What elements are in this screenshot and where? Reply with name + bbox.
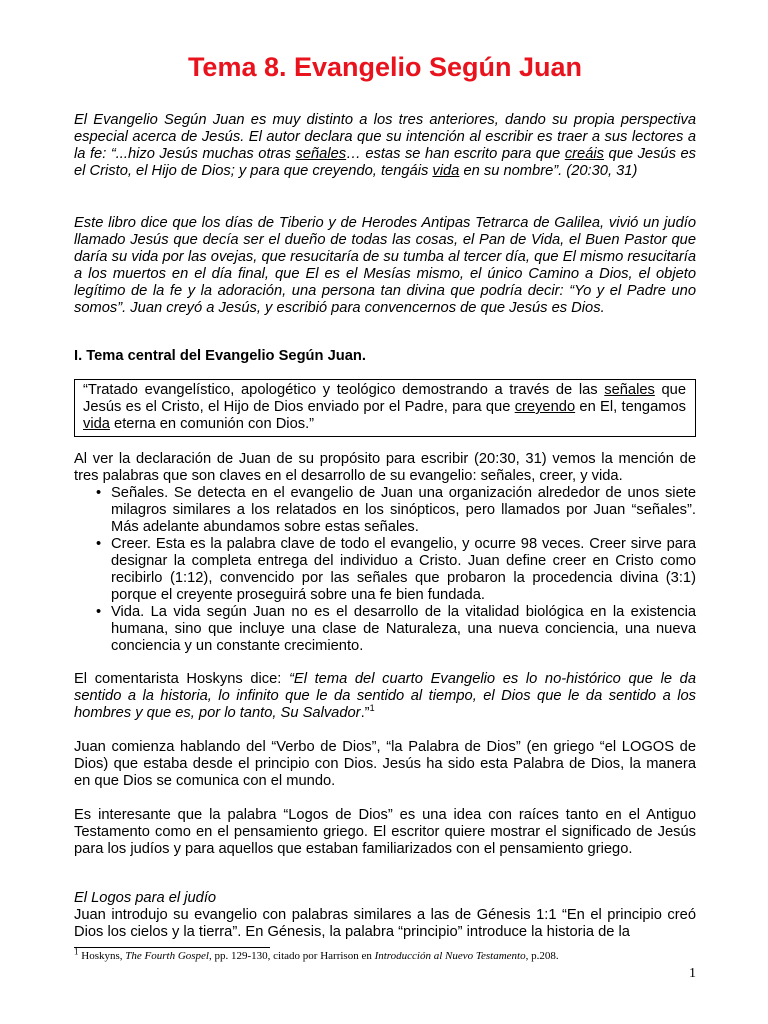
- footnote: [74, 946, 696, 963]
- footnote-divider: [74, 947, 270, 948]
- intro1-text-a: El Evangelio Según Juan es muy distinto a los tres anteriores, dando su propia perspectiva especial acerca de Jesús. El autor declara que su intención al escribir es traer a sus lectores a la fe: “...hizo Jesús muchas otras: [74, 112, 696, 162]
- bullet-icon: •: [96, 485, 102, 501]
- intro-paragraph-1: [74, 112, 696, 180]
- section1-heading-text: I. Tema central del Evangelio Según Juan.: [74, 348, 366, 364]
- subheading-judio: El Logos para el judío: [74, 890, 217, 906]
- bullet-icon: •: [96, 604, 102, 620]
- definition-box: [74, 379, 696, 437]
- verbo-text: Juan comienza hablando del “Verbo de Dios”, “la Palabra de Dios” (en griego “el LOGOS de Dios) que estaba desde el principio con Dios. Jesús ha sido esta Palabra de Dios, la manera en que Dios se comunica con el mundo.: [74, 739, 696, 789]
- footnote-book-1: The Fourth Gospel: [125, 950, 209, 962]
- keyword-vida: vida: [432, 163, 460, 179]
- list-item: [74, 604, 696, 655]
- verbo-paragraph: [74, 739, 696, 790]
- intro-paragraph-2: [74, 215, 696, 317]
- box-keyword-vida: vida: [83, 416, 110, 432]
- logos-text: Es interesante que la palabra “Logos de Dios” es una idea con raíces tanto en el Antiguo Testamento como en el pensamiento griego. El escritor quiere mostrar el significado de Jesús para los judíos y para aquellos que estaban familiarizados con el pensamiento griego.: [74, 807, 696, 857]
- page-number: 1: [689, 966, 696, 981]
- list-item: [74, 536, 696, 604]
- judio-section: [74, 890, 696, 941]
- claves-text: Al ver la declaración de Juan de su propósito para escribir (20:30, 31) vemos la mención de tres palabras que son claves en el desarrollo de su evangelio: señales, creer, y vida.: [74, 451, 696, 484]
- keywords-list: [74, 485, 696, 655]
- box-keyword-creyendo: creyendo: [514, 399, 576, 415]
- keyword-senales: señales: [295, 146, 347, 162]
- bullet-text-senales: Señales. Se detecta en el evangelio de Juan una organización alrededor de unos siete milagros similares a los relatados en los sinópticos, pero llamados por Juan “señales”. Más adelante abundamos sobre estas señales.: [111, 485, 696, 535]
- intro2-text: Este libro dice que los días de Tiberio y de Herodes Antipas Tetrarca de Galilea, vivió un judío llamado Jesús que decía ser el dueño de todas las cosas, el Pan de Vida, el Buen Pastor que daría su vida por las ovejas, que resucitaría de su tumba al tercer día, que El mismo resucitaría a los muertos en el día final, que El es el Mesías mismo, el único Camino a Dios, el objeto legítimo de la fe y la adoración, una persona tan divina que podría decir: “Yo y el Padre uno somos”. Juan creyó a Jesús, y escribió para convencernos de que Jesús es Dios.: [74, 215, 696, 316]
- footnote-number: 1: [74, 946, 79, 957]
- footnote-text-b: , pp. 129-130, citado por Harrison en: [209, 950, 375, 962]
- bullet-text-vida: Vida. La vida según Juan no es el desarrollo de la vitalidad biológica en la existencia humana, sino que incluye una clase de Naturaleza, una nueva conciencia, una nueva conciencia y un constante crecimiento.: [111, 604, 696, 654]
- genesis-text: Juan introdujo su evangelio con palabras similares a las de Génesis 1:1 “En el principio creó Dios los cielos y la tierra”. En Génesis, la palabra “principio” introduce la historia de la: [74, 907, 696, 940]
- box-keyword-senales: señales: [604, 382, 655, 398]
- claves-paragraph: [74, 451, 696, 655]
- hoskyns-quote: “El tema del cuarto Evangelio es lo no-histórico que le da sentido a la historia, lo infinito que le da sentido al tiempo, el Dios que le da sentido a los hombres y que es, por lo tanto, Su Salvador: [74, 671, 696, 721]
- footnote-text-a: Hoskyns,: [78, 950, 126, 962]
- box-text-d: eterna en comunión con Dios.”: [109, 416, 315, 432]
- bullet-icon: •: [96, 536, 102, 552]
- box-text-a: “Tratado evangelístico, apologético y teológico demostrando a través de las: [83, 382, 605, 398]
- logos-paragraph: [74, 807, 696, 858]
- box-text-b: que Jesús es el Cristo, el Hijo de Dios enviado por el Padre, para que: [83, 382, 686, 415]
- page-title: Tema 8. Evangelio Según Juan: [187, 52, 583, 82]
- hoskyns-lead: El comentarista Hoskyns dice:: [74, 671, 290, 687]
- intro1-text-b: … estas se han escrito para que: [346, 146, 565, 162]
- footnote-book-2: Introducción al Nuevo Testamento: [374, 950, 526, 962]
- keyword-creais: creáis: [564, 146, 604, 162]
- bullet-text-creer: Creer. Esta es la palabra clave de todo el evangelio, y ocurre 98 veces. Creer sirve para designar la completa entrega del individuo a Cristo. Juan define creer en Cristo como recibirlo (1:12), convencido por las señales que probaron la procedencia divina (3:1) porque el creyente proseguirá sobre una fe bien fundada.: [111, 536, 696, 603]
- intro1-text-d: en su nombre”. (20:30, 31): [459, 163, 638, 179]
- footnote-ref[interactable]: 1: [369, 703, 375, 714]
- hoskyns-paragraph: [74, 671, 696, 722]
- box-text-c: en El, tengamos: [575, 399, 686, 415]
- footnote-text-c: , p.208.: [525, 950, 559, 962]
- intro1-text-c: que Jesús es el Cristo, el Hijo de Dios; y para que creyendo, tengáis: [74, 146, 696, 179]
- section-heading: [74, 348, 696, 365]
- hoskyns-quote-end: .”: [360, 705, 370, 721]
- list-item: [74, 485, 696, 536]
